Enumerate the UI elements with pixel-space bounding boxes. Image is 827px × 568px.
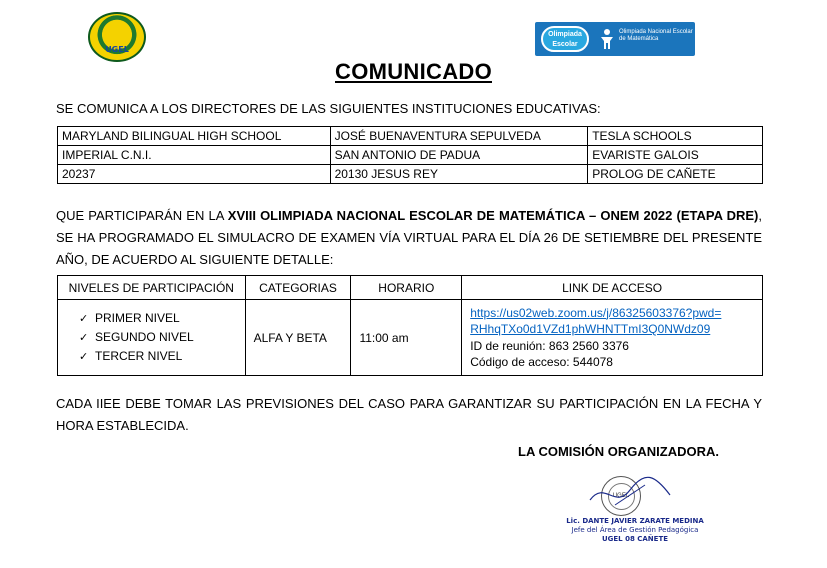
list-item (79, 328, 244, 347)
school-cell: 20237 (58, 165, 331, 184)
table-row (58, 165, 763, 184)
table-header-row (58, 276, 763, 300)
person-icon (599, 28, 615, 50)
meeting-id: ID de reunión: 863 2560 3376 (470, 338, 629, 353)
levels-list (59, 309, 244, 366)
signer-name: Lic. DANTE JAVIER ZARATE MEDINA (566, 517, 704, 525)
school-cell: PROLOG DE CAÑETE (588, 165, 763, 184)
schools-table (57, 126, 763, 184)
signer-office: UGEL 08 CAÑETE (601, 535, 669, 543)
level-label: PRIMER NIVEL (95, 311, 180, 325)
school-cell: MARYLAND BILINGUAL HIGH SCHOOL (58, 127, 331, 146)
school-cell: IMPERIAL C.N.I. (58, 146, 331, 165)
list-item (79, 347, 244, 366)
zoom-link-line-2[interactable]: RHhqTXo0d1VZd1phWHNTTmI3Q0NWdz09 (470, 322, 711, 336)
zoom-link[interactable] (470, 306, 721, 337)
time-cell: 11:00 am (351, 300, 462, 376)
table-row (58, 127, 763, 146)
handwritten-signature (585, 470, 675, 515)
table-row (58, 146, 763, 165)
intro-text: SE COMUNICA A LOS DIRECTORES DE LAS SIGUIENTES INSTITUCIONES EDUCATIVAS: (56, 101, 601, 116)
header-categories: CATEGORIAS (245, 276, 351, 300)
header-levels: NIVELES DE PARTICIPACIÓN (58, 276, 246, 300)
onem-logo-badge: Olimpiada Escolar (541, 26, 589, 52)
school-cell: JOSÉ BUENAVENTURA SEPULVEDA (330, 127, 588, 146)
details-table (57, 275, 763, 376)
seal-text: UGEL (612, 493, 630, 499)
school-cell: SAN ANTONIO DE PADUA (330, 146, 588, 165)
table-row (58, 300, 763, 376)
levels-cell (58, 300, 246, 376)
school-cell: 20130 JESUS REY (330, 165, 588, 184)
school-cell: TESLA SCHOOLS (588, 127, 763, 146)
link-cell (462, 300, 763, 376)
category-cell: ALFA Y BETA (245, 300, 351, 376)
page-title: COMUNICADO (335, 59, 492, 84)
check-icon: ✓ (79, 331, 89, 344)
organizing-committee: LA COMISIÓN ORGANIZADORA. (518, 444, 720, 459)
check-icon: ✓ (79, 312, 89, 325)
header-link: LINK DE ACCESO (462, 276, 763, 300)
signature-details (540, 517, 730, 544)
closing-paragraph: CADA IIEE DEBE TOMAR LAS PREVISIONES DEL CASO PARA GARANTIZAR SU PARTICIPACIÓN EN LA FECHA Y HORA ESTABLECIDA. (56, 396, 762, 433)
olympiad-name: XVIII OLIMPIADA NACIONAL ESCOLAR DE MATEMÁTICA – ONEM 2022 (ETAPA DRE) (227, 208, 759, 223)
para-part-1: QUE PARTICIPARÁN EN LA (56, 208, 228, 223)
header-time: HORARIO (351, 276, 462, 300)
signer-role: Jefe del Área de Gestión Pedagógica (571, 526, 699, 534)
check-icon: ✓ (79, 350, 89, 363)
level-label: SEGUNDO NIVEL (95, 330, 194, 344)
onem-logo-text: Olimpiada Nacional Escolar de Matemática (619, 29, 693, 42)
zoom-link-line-1[interactable]: https://us02web.zoom.us/j/86325603376?pwd= (470, 305, 722, 320)
level-label: TERCER NIVEL (95, 349, 183, 363)
access-code: Código de acceso: 544078 (470, 355, 613, 369)
para-part-3: , SE HA PROGRAMADO EL SIMULACRO DE EXAMEN VÍA VIRTUAL PARA EL DÍA 26 DE SETIEMBRE DEL PRESENTE AÑO, DE ACUERDO AL SIGUIENTE DETALLE: (56, 208, 762, 267)
announcement-paragraph (56, 205, 762, 271)
ugel-logo (88, 12, 146, 62)
ugel-logo-text: UGEL (105, 45, 129, 54)
list-item (79, 309, 244, 328)
school-cell: EVARISTE GALOIS (588, 146, 763, 165)
onem-logo (535, 22, 695, 56)
